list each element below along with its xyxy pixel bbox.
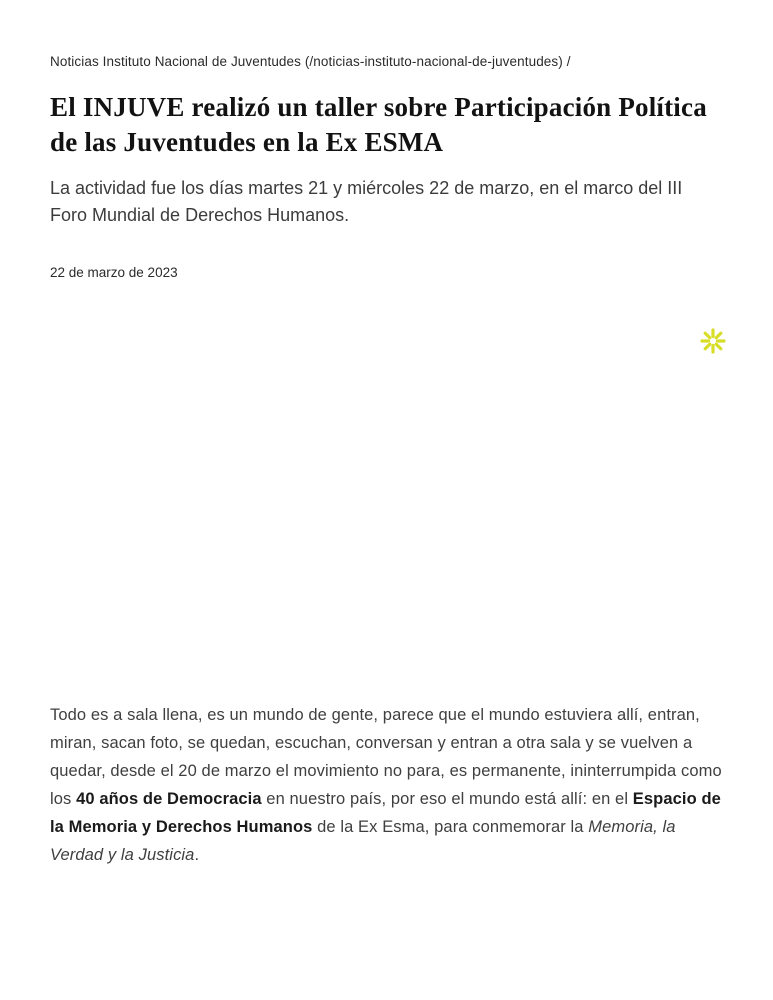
article-date: 22 de marzo de 2023 bbox=[50, 265, 178, 281]
breadcrumb-separator: / bbox=[562, 54, 571, 69]
article-body: Todo es a sala llena, es un mundo de gente, parece que el mundo estuviera allí, entran, miran, sacan foto, se quedan, escuchan, conversan y entran a otra sala y se vuelven a quedar, desde el 20 de marzo el movimiento no para, es permanente, ininterrumpida como los 40 años de Democracia en nuestro país, por eso el mundo está allí: en el Espacio de la Memoria y Derechos Humanos de la Ex Esma, para conmemorar la Memoria, la Verdad y la Justicia. bbox=[50, 706, 722, 865]
loading-spinner-icon bbox=[699, 327, 727, 355]
article-image-placeholder bbox=[50, 281, 723, 701]
breadcrumb-link[interactable]: Noticias Instituto Nacional de Juventudes (/noticias-instituto-nacional-de-juventudes) bbox=[50, 54, 563, 69]
article-lead: La actividad fue los días martes 21 y miércoles 22 de marzo, en el marco del III Foro Mundial de Derechos Humanos. bbox=[50, 178, 683, 226]
breadcrumb bbox=[50, 54, 723, 70]
page-title: El INJUVE realizó un taller sobre Participación Política de las Juventudes en la Ex ESMA bbox=[50, 92, 707, 157]
